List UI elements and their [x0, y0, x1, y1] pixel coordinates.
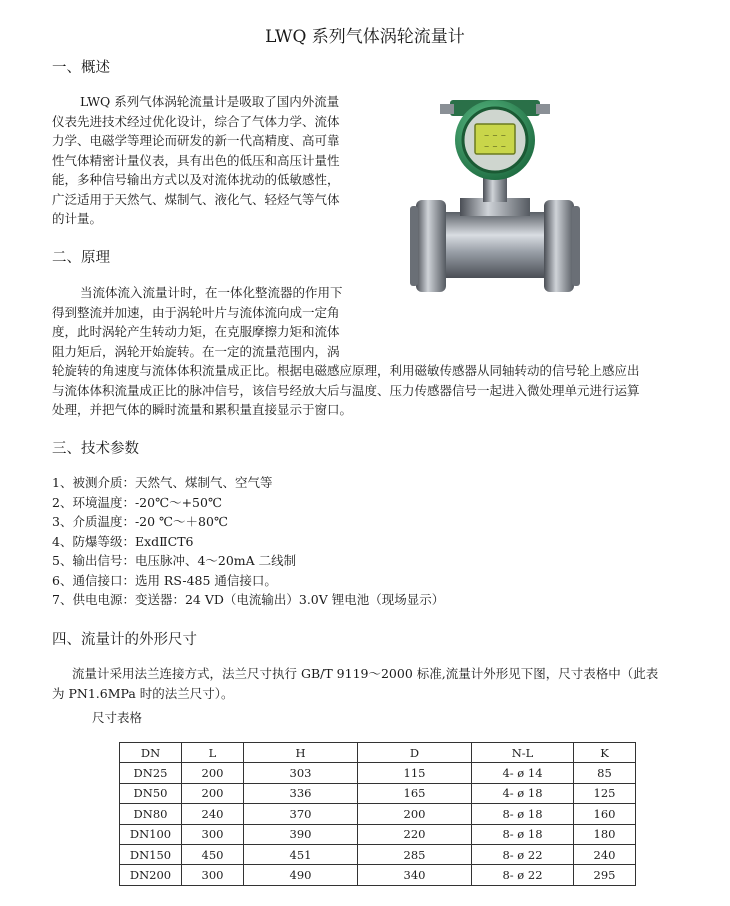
- principle-line: 阻力矩后，涡轮开始旋转。在一定的流量范围内，涡: [52, 343, 340, 359]
- spec-item: 2、环境温度：-20℃～+50℃: [52, 494, 222, 510]
- spec-item: 3、介质温度：-20 ℃～＋80℃: [52, 514, 228, 529]
- table-cell: 165: [358, 783, 472, 803]
- table-cell: 336: [244, 783, 358, 803]
- table-cell: 200: [182, 763, 244, 783]
- table-row: [120, 763, 636, 783]
- table-cell: DN200: [120, 865, 182, 885]
- document-title: LWQ 系列气体涡轮流量计: [265, 27, 465, 47]
- table-cell: DN80: [120, 804, 182, 824]
- table-cell: DN100: [120, 824, 182, 844]
- principle-heading: 二、原理: [52, 250, 110, 266]
- overview-line: 性气体精密计量仪表，具有出色的低压和高压计量性: [52, 152, 340, 168]
- table-cell: 200: [182, 783, 244, 803]
- table-cell: 8- ø 18: [472, 824, 574, 844]
- table-row: [120, 783, 636, 803]
- table-cell: 390: [244, 824, 358, 844]
- table-cell: 125: [574, 783, 636, 803]
- header-cell: DN: [120, 743, 182, 763]
- table-row: [120, 865, 636, 885]
- principle-line: 当流体流入流量计时，在一体化整流器的作用下: [80, 285, 343, 300]
- table-row: [120, 844, 636, 864]
- spec-item: 1、被测介质：天然气、煤制气、空气等: [52, 475, 273, 490]
- table-cell: 180: [574, 824, 636, 844]
- table-row: [120, 804, 636, 824]
- display-line-2: — — —: [484, 142, 506, 150]
- overview-paragraph: [52, 92, 412, 229]
- dimensions-line: 为 PN1.6MPa 时的法兰尺寸）。: [52, 685, 234, 701]
- dimensions-heading: 四、流量计的外形尺寸: [52, 632, 197, 648]
- overview-line: 广泛适用于天然气、煤制气、液化气、轻烃气等气体: [52, 191, 340, 207]
- overview-heading: 一、概述: [52, 60, 110, 76]
- header-cell: H: [244, 743, 358, 763]
- principle-paragraph: [52, 283, 672, 420]
- table-cell: 450: [182, 844, 244, 864]
- specs-heading: 三、技术参数: [52, 441, 139, 457]
- table-cell: 340: [358, 865, 472, 885]
- overview-line: LWQ 系列气体涡轮流量计是吸取了国内外流量: [80, 94, 340, 109]
- table-cell: 160: [574, 804, 636, 824]
- table-cell: 4- ø 14: [472, 763, 574, 783]
- table-cell: 490: [244, 865, 358, 885]
- table-cell: 220: [358, 824, 472, 844]
- table-cell: 200: [358, 804, 472, 824]
- principle-line: 处理，并把气体的瞬时流量和累积量直接显示于窗口。: [52, 402, 353, 417]
- header-cell: L: [182, 743, 244, 763]
- table-cell: 451: [244, 844, 358, 864]
- dimensions-table: [119, 742, 636, 886]
- overview-line: 仪表先进技术经过优化设计，综合了气体力学、流体: [52, 113, 340, 129]
- display-line-1: — — —: [484, 131, 506, 139]
- table-cell: 300: [182, 865, 244, 885]
- table-cell: DN50: [120, 783, 182, 803]
- overview-line: 能，多种信号输出方式以及对流体扰动的低敏感性，: [52, 172, 340, 187]
- table-cell: DN150: [120, 844, 182, 864]
- overview-line: 力学、电磁学等理论而研发的新一代高精度、高可靠: [52, 133, 340, 148]
- table-cell: 300: [182, 824, 244, 844]
- spec-item: 6、通信接口：选用 RS-485 通信接口。: [52, 572, 277, 588]
- table-cell: 85: [574, 763, 636, 783]
- table-cell: 240: [182, 804, 244, 824]
- table-cell: DN25: [120, 763, 182, 783]
- spec-item: 5、输出信号：电压脉冲、4～20mA 二线制: [52, 553, 297, 568]
- table-cell: 303: [244, 763, 358, 783]
- principle-line: 与流体体积流量成正比的脉冲信号，该信号经放大后与温度、压力传感器信号一起进入微处理单元进行运算: [52, 382, 640, 398]
- table-cell: 115: [358, 763, 472, 783]
- principle-line: 得到整流并加速，由于涡轮叶片与流体流向成一定角: [52, 304, 340, 320]
- table-cell: 4- ø 18: [472, 783, 574, 803]
- dimensions-line: 流量计采用法兰连接方式，法兰尺寸执行 GB/T 9119～2000 标准,流量计外形见下图，尺寸表格中（此表: [72, 666, 659, 681]
- table-cell: 8- ø 22: [472, 865, 574, 885]
- table-cell: 8- ø 18: [472, 804, 574, 824]
- header-cell: K: [574, 743, 636, 763]
- table-cell: 370: [244, 804, 358, 824]
- header-cell: N-L: [472, 743, 574, 763]
- spec-item: 4、防爆等级：ExdⅡCT6: [52, 533, 194, 549]
- spec-item: 7、供电电源：变送器：24 VD（电流输出）3.0V 锂电池（现场显示）: [52, 592, 445, 607]
- principle-line: 轮旋转的角速度与流体体积流量成正比。根据电磁感应原理，利用磁敏传感器从同轴转动的信号轮上感应出: [52, 363, 640, 378]
- table-cell: 285: [358, 844, 472, 864]
- overview-line: 的计量。: [52, 211, 103, 226]
- table-caption: 尺寸表格: [92, 710, 143, 725]
- header-cell: D: [358, 743, 472, 763]
- table-cell: 8- ø 22: [472, 844, 574, 864]
- table-row: [120, 824, 636, 844]
- table-header-row: [120, 743, 636, 763]
- dimensions-paragraph: [52, 664, 692, 703]
- table-cell: 295: [574, 865, 636, 885]
- specs-list: [52, 473, 444, 610]
- principle-line: 度，此时涡轮产生转动力矩，在克服摩擦力矩和流体: [52, 324, 340, 339]
- table-cell: 240: [574, 844, 636, 864]
